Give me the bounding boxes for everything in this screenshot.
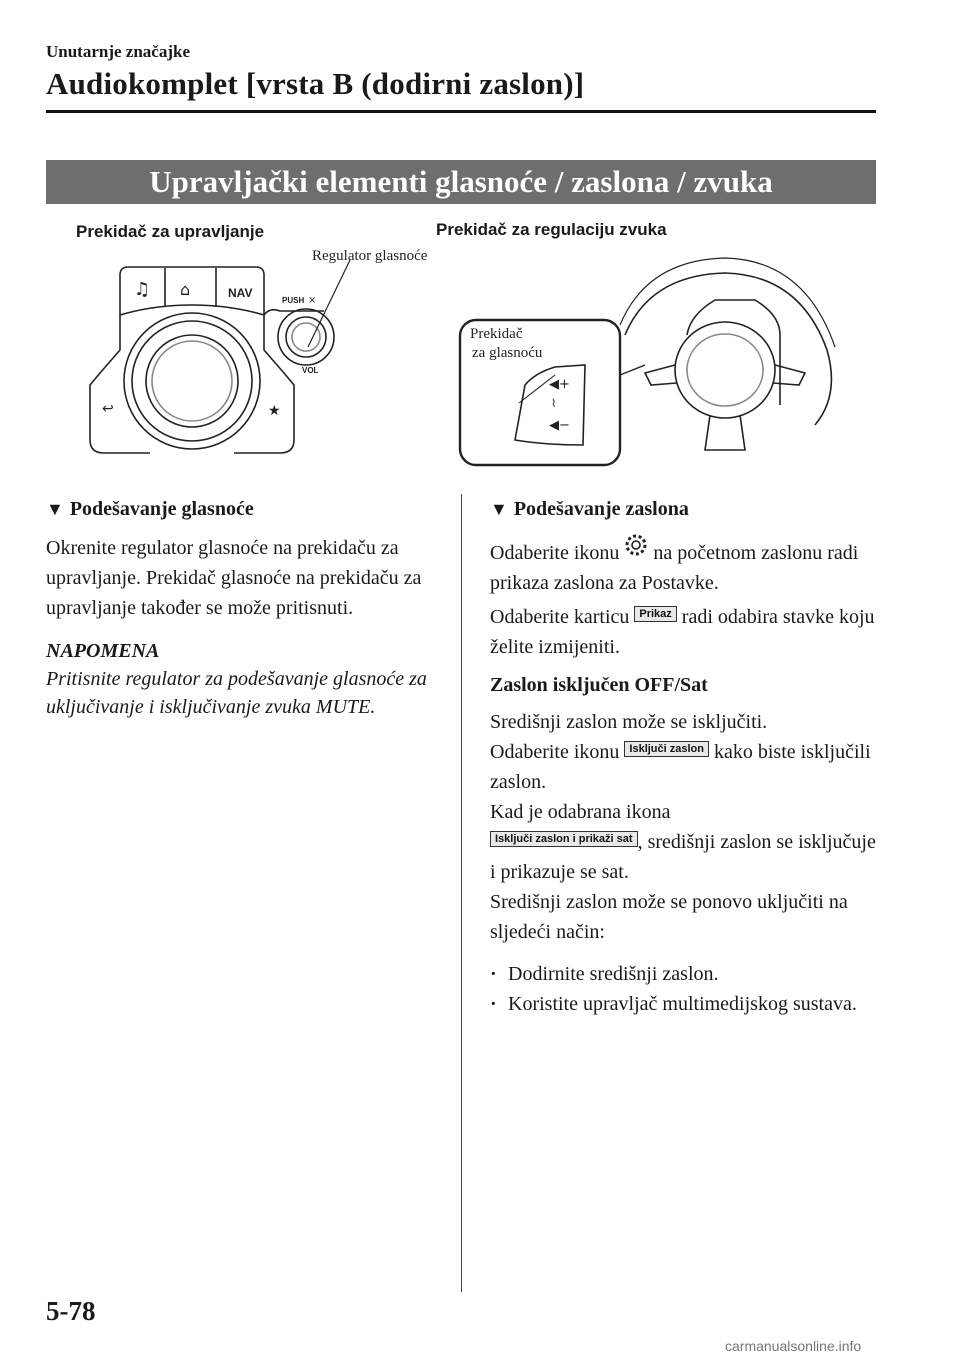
screen-off-chip: Isključi zaslon: [624, 741, 709, 757]
volume-adjust-heading: ▼ Podešavanje glasnoće: [46, 498, 254, 520]
vol-text: VOL: [302, 366, 319, 375]
left-column: [46, 498, 446, 721]
section-band-title: Upravljački elementi glasnoće / zaslona / zvuka: [46, 160, 876, 204]
voice-icon: ⌇: [551, 397, 557, 410]
commander-switch-illustration: [80, 255, 460, 465]
volume-up-icon: ◀+: [549, 377, 570, 392]
display-adjust-heading: ▼ Podešavanje zaslona: [490, 498, 689, 520]
back-icon: ↩: [102, 401, 114, 417]
volume-down-icon: ◀−: [549, 418, 570, 433]
settings-gear-icon: [624, 533, 648, 557]
display-paragraph-1: Odaberite ikonu na početnom zaslonu radi prikaza zaslona za Postavke.: [490, 533, 880, 598]
left-figure-caption: Prekidač za upravljanje: [76, 222, 265, 241]
steering-hub: [675, 322, 775, 418]
display-paragraph-6: Središnji zaslon može se ponovo uključiti na sljedeći način:: [490, 891, 848, 943]
prikaz-tab-chip: Prikaz: [634, 606, 676, 622]
note-text: Pritisnite regulator za podešavanje glasnoće za uključivanje i isključivanje zvuka MUTE.: [46, 668, 427, 718]
watermark: carmanualsonline.info: [725, 1338, 862, 1354]
music-note-icon: ♫: [134, 279, 151, 300]
display-paragraph-2: Odaberite karticu Prikaz radi odabira stavke koju želite izmijeniti.: [490, 606, 875, 658]
mute-icon: ⨯: [308, 295, 317, 306]
list-item: · Dodirnite središnji zaslon.: [490, 959, 880, 989]
right-figure-caption: Prekidač za regulaciju zvuka: [436, 220, 667, 239]
right-column: [490, 498, 880, 1019]
list-item: · Koristite upravljač multimedijskog sustava.: [490, 989, 880, 1019]
volume-regulator-label: Regulator glasnoće: [312, 248, 428, 264]
triangle-marker-icon: ▼: [490, 499, 508, 519]
commander-outer-ring: [124, 313, 260, 449]
page-title: Audiokomplet [vrsta B (dodirni zaslon)]: [46, 66, 585, 101]
home-icon: ⌂: [180, 280, 191, 299]
push-text: PUSH: [282, 296, 305, 305]
commander-knob: [146, 335, 238, 427]
volume-switch-label: Prekidač za glasnoću: [470, 326, 543, 361]
display-paragraph-5: Kad je odabrana ikona Isključi zaslon i prikaži sat , središnji zaslon se isključuje i prikazuje se sat.: [490, 801, 876, 883]
favorite-star-icon: ★: [268, 403, 281, 419]
page-number: 5-78: [46, 1296, 96, 1326]
screen-off-subheading: Zaslon isključen OFF/Sat: [490, 674, 708, 696]
title-rule: [46, 110, 876, 113]
nav-button-text: NAV: [228, 286, 253, 300]
display-paragraph-3: Središnji zaslon može se isključiti.: [490, 711, 768, 733]
column-divider: [461, 494, 462, 1292]
section-subtitle: Unutarnje značajke: [46, 42, 191, 61]
note-title: NAPOMENA: [46, 640, 160, 662]
display-paragraph-4: Odaberite ikonu Isključi zaslon kako biste isključili zaslon.: [490, 741, 871, 793]
volume-adjust-paragraph: Okrenite regulator glasnoće na prekidaču za upravljanje. Prekidač glasnoće na prekidaču za upravljanje također se može pritisnuti.: [46, 537, 422, 619]
triangle-marker-icon: ▼: [46, 499, 64, 519]
steering-wheel-rim: [625, 273, 831, 425]
screen-off-clock-chip: Isključi zaslon i prikaži sat: [490, 831, 638, 847]
